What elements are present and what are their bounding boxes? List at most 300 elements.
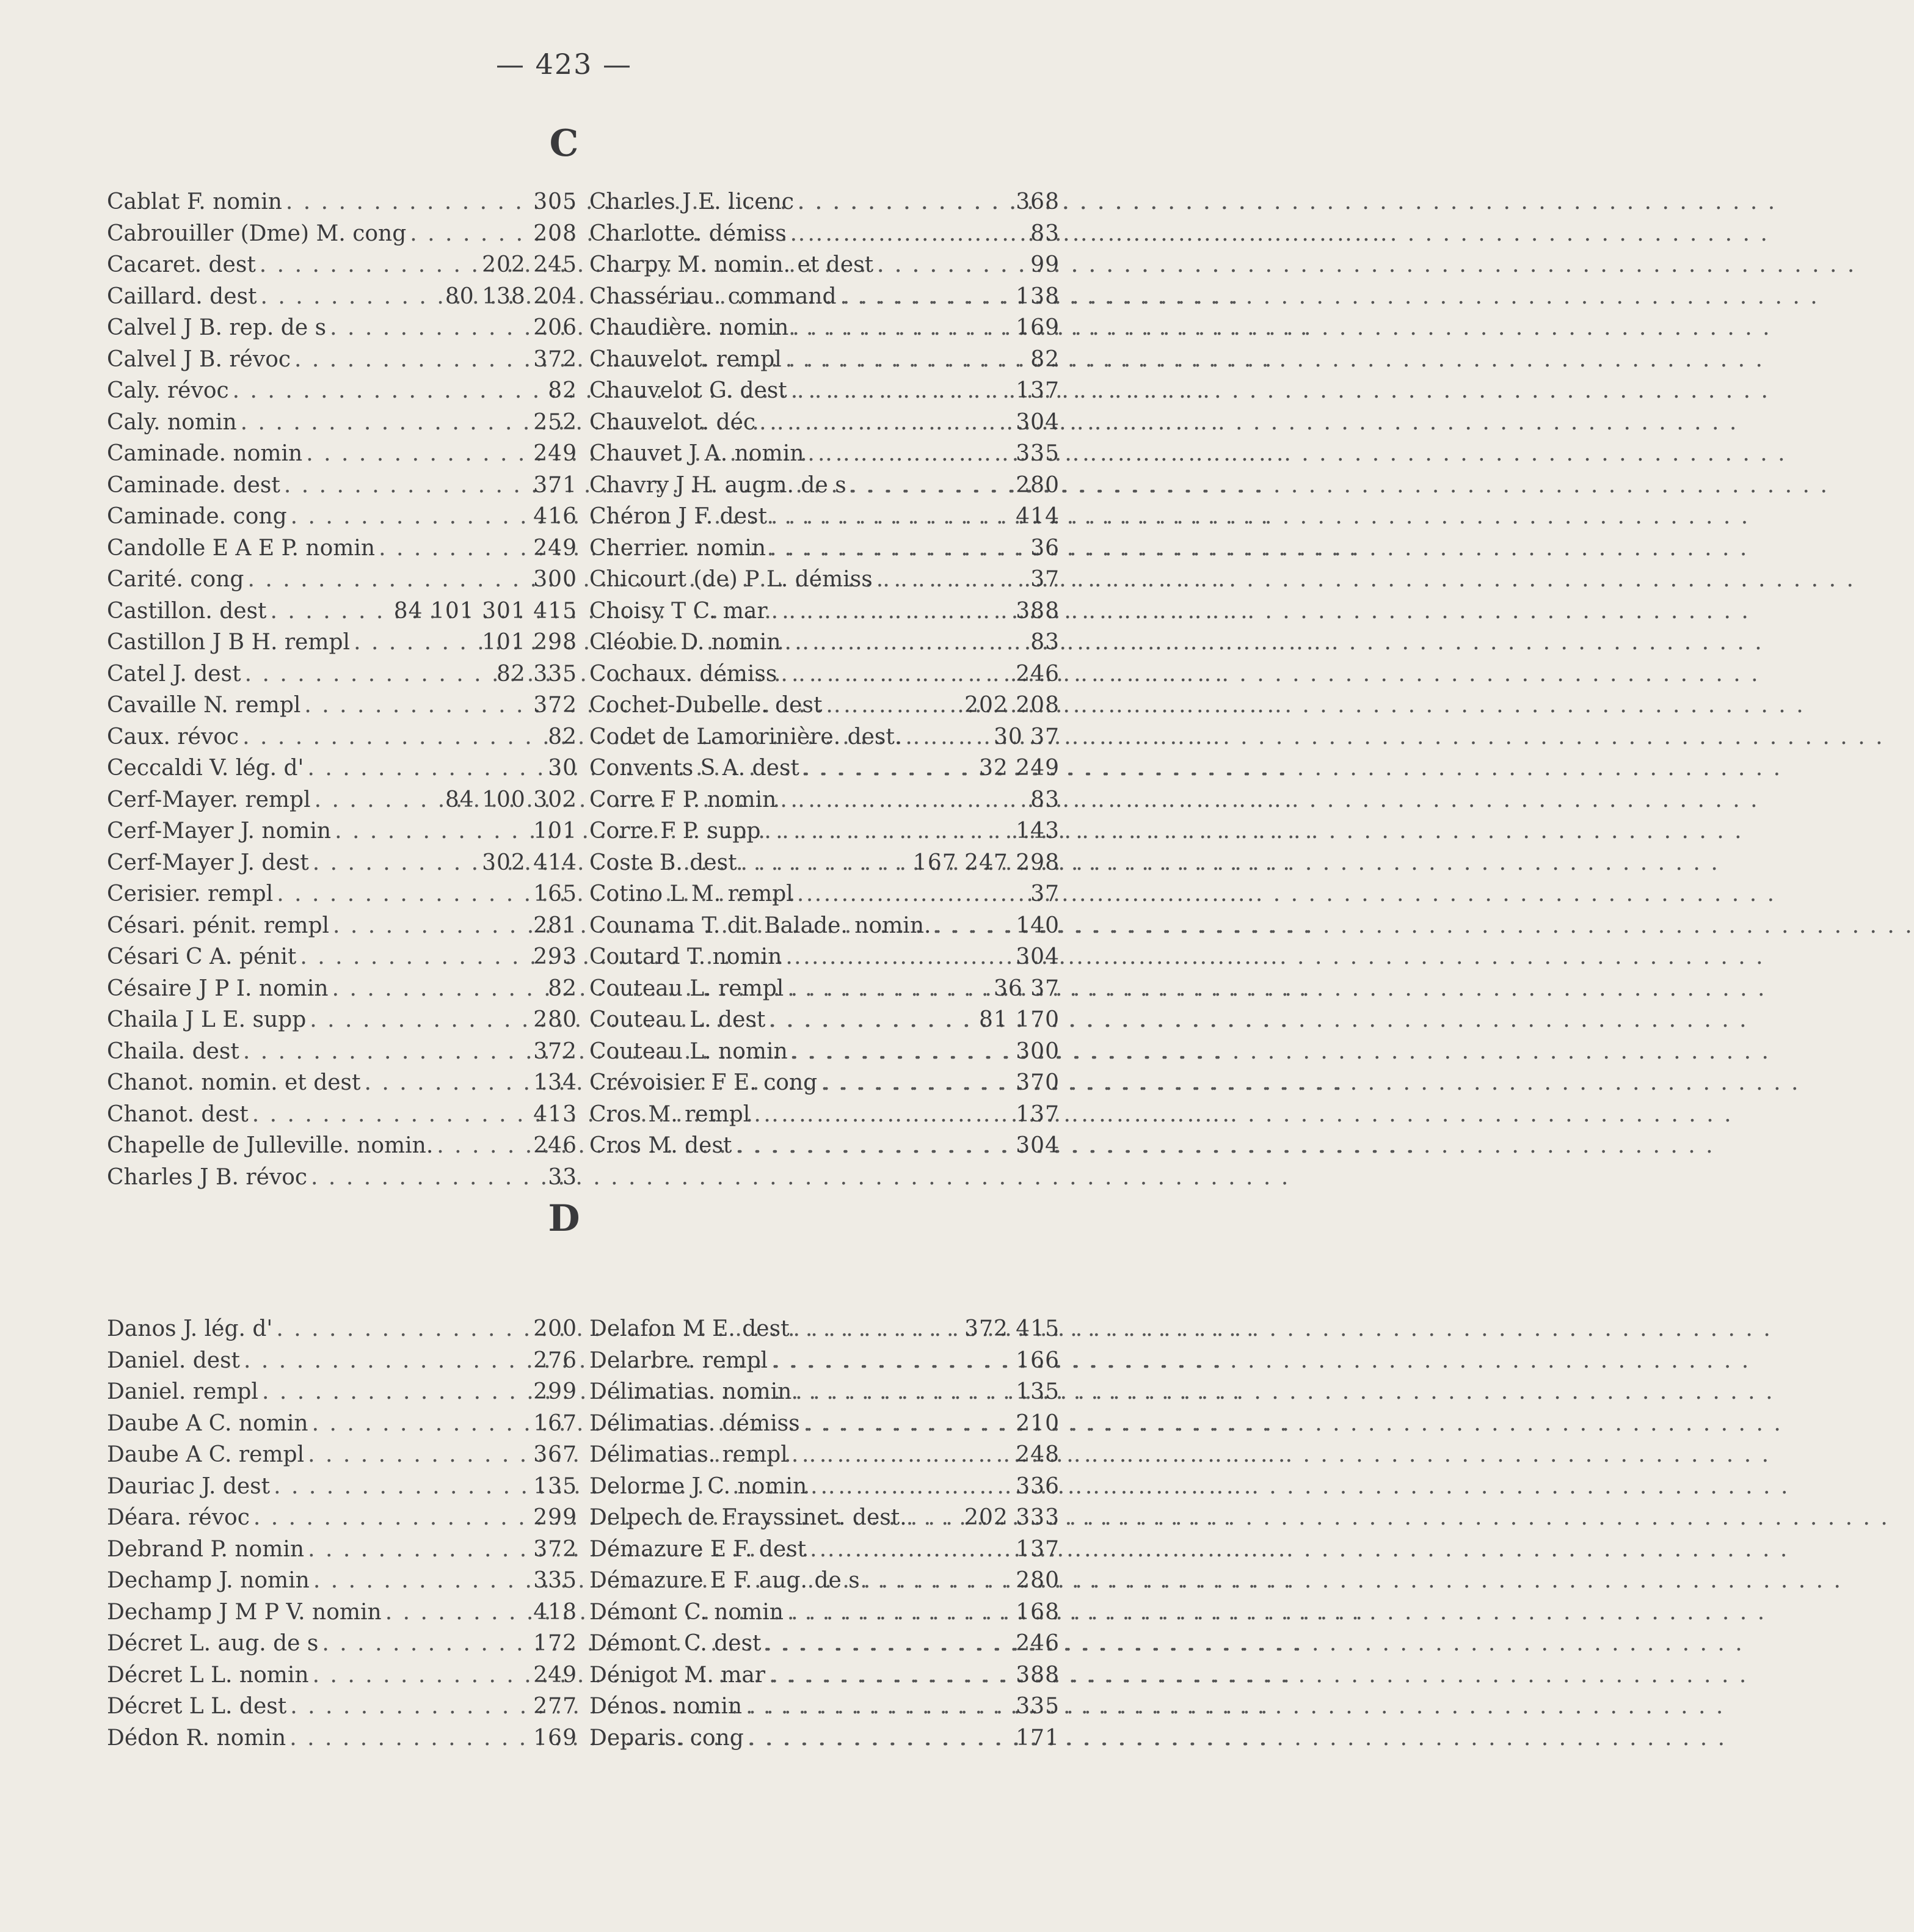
dot-leader xyxy=(781,627,1031,658)
index-entry xyxy=(107,1439,577,1471)
dot-leader xyxy=(282,186,533,218)
dot-leader xyxy=(901,721,994,753)
entry-pages: 84 101 301 415 xyxy=(393,598,577,624)
entry-name: Décret L L. dest xyxy=(107,1694,287,1719)
entry-name: Coutard T. nomin xyxy=(589,944,782,969)
entry-name: Cros M. dest xyxy=(589,1133,732,1158)
entry-name: Cotino L M. rempl xyxy=(589,881,793,906)
entry-name: Caillard. dest xyxy=(107,283,257,309)
dot-leader xyxy=(311,784,445,816)
index-entry xyxy=(589,847,1060,879)
entry-pages: 248 xyxy=(1016,1442,1060,1467)
index-entry xyxy=(589,1597,1060,1628)
dot-leader xyxy=(788,1439,1016,1471)
entry-pages: 32 249 xyxy=(979,756,1060,781)
index-entry xyxy=(107,973,577,1005)
page-number: — 423 — xyxy=(495,48,633,81)
index-entry xyxy=(107,249,577,281)
entry-pages: 305 xyxy=(533,189,577,214)
dot-leader xyxy=(737,847,913,879)
dot-leader xyxy=(256,249,482,281)
index-entry xyxy=(107,658,577,690)
index-entry xyxy=(589,910,1060,942)
entry-pages: 134 xyxy=(533,1070,577,1095)
dot-leader xyxy=(767,501,1016,533)
dot-leader xyxy=(308,1408,534,1440)
entry-pages: 37 xyxy=(1030,567,1060,592)
entry-pages: 168 xyxy=(1016,1599,1060,1625)
dot-leader xyxy=(309,847,482,879)
entry-pages: 413 xyxy=(533,1101,577,1127)
index-entry xyxy=(107,941,577,973)
entry-pages: 210 xyxy=(1016,1410,1060,1436)
dot-leader xyxy=(732,1130,1016,1162)
dot-leader xyxy=(788,1036,1016,1068)
entry-name: Délimatias. nomin xyxy=(589,1379,792,1404)
dot-leader xyxy=(822,690,964,721)
entry-name: Démont C. nomin xyxy=(589,1599,784,1625)
section-letter-d: D xyxy=(548,1197,580,1240)
index-entry xyxy=(589,815,1060,847)
index-entry xyxy=(107,312,577,344)
index-entry xyxy=(589,1628,1060,1660)
dot-leader xyxy=(304,1439,533,1471)
entry-pages: 143 xyxy=(1016,818,1060,844)
dot-leader xyxy=(241,658,497,690)
entry-name: Cros M. rempl xyxy=(589,1101,751,1127)
entry-name: Chavry J H. augm. de s xyxy=(589,472,846,498)
entry-pages: 280 xyxy=(533,1007,577,1032)
index-entry xyxy=(107,281,577,313)
entry-pages: 299 xyxy=(533,1379,577,1404)
entry-name: Castillon J B H. rempl xyxy=(107,630,351,655)
index-entry xyxy=(107,564,577,596)
dot-leader xyxy=(382,1597,534,1628)
index-entry xyxy=(589,501,1060,533)
dot-leader xyxy=(799,753,979,784)
index-entry xyxy=(107,784,577,816)
index-entry xyxy=(589,564,1060,596)
dot-leader xyxy=(907,1502,964,1534)
index-entry xyxy=(589,1345,1060,1377)
entry-name: Dénos. nomin xyxy=(589,1694,743,1719)
index-entry xyxy=(107,878,577,910)
entry-name: Delpech de Frayssinet. dest. xyxy=(589,1505,907,1530)
dot-leader xyxy=(755,407,1016,439)
entry-name: Dénigot M. mar xyxy=(589,1662,766,1688)
entry-name: Cerf-Mayer. rempl xyxy=(107,787,311,812)
entry-name: Cacaret. dest xyxy=(107,252,256,277)
entry-name: Caminade. nomin xyxy=(107,441,303,466)
dot-leader xyxy=(296,941,533,973)
index-entry xyxy=(589,753,1060,784)
dot-leader xyxy=(272,1313,533,1345)
entry-pages: 80 138 204 xyxy=(445,283,577,309)
entry-name: Chaudière. nomin xyxy=(589,315,789,340)
entry-pages: 304 xyxy=(1016,409,1060,435)
entry-pages: 165 xyxy=(533,881,577,906)
index-entry xyxy=(589,1722,1060,1754)
entry-name: Caminade. dest xyxy=(107,472,280,498)
entry-pages: 202 333 xyxy=(964,1505,1060,1530)
entry-pages: 372 xyxy=(533,693,577,718)
index-entry xyxy=(589,658,1060,690)
entry-name: Carité. cong xyxy=(107,567,244,592)
entry-pages: 202 245 xyxy=(482,252,577,277)
entry-name: Chapelle de Julleville. nomin. xyxy=(107,1133,434,1158)
entry-name: Délimatias. rempl xyxy=(589,1442,788,1467)
entry-name: Crévoisier F E. cong xyxy=(589,1070,818,1095)
dot-leader xyxy=(846,470,1016,501)
index-entry xyxy=(107,407,577,439)
entry-name: Cerisier. rempl xyxy=(107,881,274,906)
entry-pages: 137 xyxy=(1016,1536,1060,1562)
index-entry xyxy=(589,186,1060,218)
entry-name: Calvel J B. rep. de s xyxy=(107,315,327,340)
index-entry xyxy=(107,375,577,407)
dot-leader xyxy=(273,878,533,910)
dot-leader xyxy=(287,501,534,533)
entry-name: Daniel. dest xyxy=(107,1347,241,1373)
index-entry xyxy=(107,847,577,879)
index-entry xyxy=(107,533,577,564)
entry-pages: 335 xyxy=(533,1568,577,1593)
section-letter-c: C xyxy=(549,122,579,165)
dot-leader xyxy=(765,1660,1016,1691)
entry-name: Dauriac J. dest xyxy=(107,1473,271,1499)
entry-pages: 388 xyxy=(1016,598,1060,624)
index-entry xyxy=(589,941,1060,973)
index-entry xyxy=(107,1004,577,1036)
entry-pages: 202 208 xyxy=(964,693,1060,718)
dot-leader xyxy=(793,878,1030,910)
dot-leader xyxy=(804,438,1016,470)
index-entry xyxy=(107,218,577,250)
index-entry xyxy=(107,1376,577,1408)
dot-leader xyxy=(784,973,994,1005)
dot-leader xyxy=(782,344,1030,376)
index-entry xyxy=(589,1036,1060,1068)
index-entry xyxy=(589,281,1060,313)
entry-name: Choisy T C. mar xyxy=(589,598,768,624)
index-entry xyxy=(589,533,1060,564)
entry-name: Counama T. dit Balade. nomin. xyxy=(589,913,931,938)
entry-pages: 99 xyxy=(1030,252,1060,277)
entry-pages: 249 xyxy=(533,441,577,466)
dot-leader xyxy=(375,533,533,564)
dot-leader xyxy=(782,941,1016,973)
entry-pages: 36 37 xyxy=(993,975,1060,1001)
index-entry xyxy=(589,344,1060,376)
dot-leader xyxy=(784,1597,1016,1628)
index-entry xyxy=(589,470,1060,501)
entry-pages: 82 xyxy=(548,378,577,403)
dot-leader xyxy=(791,1376,1016,1408)
index-entry xyxy=(107,1722,577,1754)
dot-leader xyxy=(237,407,534,439)
entry-name: Catel J. dest xyxy=(107,661,241,687)
entry-name: Caminade. cong xyxy=(107,504,287,529)
index-entry xyxy=(107,596,577,627)
dot-leader xyxy=(318,1628,533,1660)
entry-pages: 82 xyxy=(1030,346,1060,372)
entry-pages: 335 xyxy=(1016,441,1060,466)
index-entry xyxy=(589,1313,1060,1345)
dot-leader xyxy=(873,564,1031,596)
index-entry xyxy=(589,218,1060,250)
entry-name: Caly. nomin xyxy=(107,409,237,435)
dot-leader xyxy=(329,910,533,942)
index-entry xyxy=(107,1162,577,1194)
entry-name: Couteau L. nomin xyxy=(589,1038,788,1064)
entry-name: Danos J. lég. d' xyxy=(107,1316,273,1341)
dot-leader xyxy=(286,1691,533,1722)
entry-name: Debrand P. nomin xyxy=(107,1536,305,1562)
entry-name: Delorme J C. nomin xyxy=(589,1473,807,1499)
index-entry xyxy=(107,627,577,658)
entry-pages: 83 xyxy=(1030,221,1060,246)
entry-pages: 367 xyxy=(533,1442,577,1467)
index-entry xyxy=(589,249,1060,281)
dot-leader xyxy=(744,1722,1016,1754)
entry-name: Chanot. dest xyxy=(107,1101,249,1127)
dot-leader xyxy=(762,1628,1016,1660)
dot-leader xyxy=(817,1067,1016,1099)
dot-leader xyxy=(239,1036,533,1068)
index-entry xyxy=(107,1660,577,1691)
entry-name: Chanot. nomin. et dest xyxy=(107,1070,361,1095)
entry-name: Démont C. dest xyxy=(589,1631,762,1656)
entry-name: Cochet-Dubelle. dest xyxy=(589,693,823,718)
dot-leader xyxy=(787,375,1016,407)
entry-name: Castillon. dest xyxy=(107,598,267,624)
entry-name: Chassériau. command xyxy=(589,283,837,309)
entry-pages: 30 37 xyxy=(993,724,1060,749)
entry-pages: 293 xyxy=(533,944,577,969)
entry-pages: 368 xyxy=(1016,189,1060,214)
entry-name: Cavaille N. rempl xyxy=(107,693,301,718)
entry-name: Cerf-Mayer J. dest xyxy=(107,850,309,875)
index-entry xyxy=(589,878,1060,910)
entry-name: Chéron J F. dest xyxy=(589,504,767,529)
index-entry xyxy=(589,375,1060,407)
entry-pages: 300 xyxy=(533,567,577,592)
entry-name: Couteau L. dest xyxy=(589,1007,766,1032)
entry-name: Candolle E A E P. nomin xyxy=(107,535,376,561)
dot-leader xyxy=(406,218,533,250)
index-entry xyxy=(107,753,577,784)
entry-name: Déara. révoc xyxy=(107,1505,250,1530)
dot-leader xyxy=(806,1534,1016,1566)
index-entry xyxy=(107,1408,577,1440)
entry-name: Cochaux. démiss xyxy=(589,661,777,687)
dot-leader xyxy=(790,1313,965,1345)
entry-pages: 370 xyxy=(1016,1070,1060,1095)
entry-pages: 276 xyxy=(533,1347,577,1373)
entry-name: Delafon M E. dest xyxy=(589,1316,790,1341)
dot-leader xyxy=(310,1565,533,1597)
index-entry xyxy=(589,407,1060,439)
index-entry xyxy=(589,1660,1060,1691)
entry-pages: 372 415 xyxy=(964,1316,1060,1341)
entry-pages: 304 xyxy=(1016,1133,1060,1158)
entry-pages: 335 xyxy=(1016,1694,1060,1719)
index-entry xyxy=(107,1345,577,1377)
entry-pages: 83 xyxy=(1030,787,1060,812)
entry-pages: 249 xyxy=(533,1662,577,1688)
entry-pages: 171 xyxy=(1016,1725,1060,1751)
dot-leader xyxy=(768,1345,1016,1377)
dot-leader xyxy=(239,721,548,753)
entry-pages: 82 335 xyxy=(497,661,577,687)
entry-pages: 206 xyxy=(533,315,577,340)
entry-name: Chauvelot. déc xyxy=(589,409,756,435)
dot-leader xyxy=(361,1067,534,1099)
entry-name: Corre F P. nomin xyxy=(589,787,777,812)
index-entry xyxy=(589,1691,1060,1722)
entry-name: Délimatias. démiss xyxy=(589,1410,800,1436)
dot-leader xyxy=(765,1004,979,1036)
entry-name: Deparis. cong xyxy=(589,1725,744,1751)
entry-name: Cablat F. nomin xyxy=(107,189,282,214)
entry-name: Césaire J P I. nomin xyxy=(107,975,329,1001)
entry-name: Caux. révoc xyxy=(107,724,239,749)
dot-leader xyxy=(250,1502,533,1534)
entry-name: Cerf-Mayer J. nomin xyxy=(107,818,332,844)
entry-pages: 418 xyxy=(533,1599,577,1625)
index-entry xyxy=(107,438,577,470)
entry-name: Démazure E F. dest xyxy=(589,1536,807,1562)
index-entry xyxy=(107,1534,577,1566)
entry-name: Couteau L. rempl xyxy=(589,975,784,1001)
entry-pages: 246 xyxy=(1016,1631,1060,1656)
entry-pages: 281 xyxy=(533,913,577,938)
entry-name: Chauvelot. rempl xyxy=(589,346,782,372)
dot-leader xyxy=(794,186,1016,218)
entry-pages: 36 xyxy=(1030,535,1060,561)
dot-leader xyxy=(309,1660,534,1691)
index-entry xyxy=(107,1565,577,1597)
dot-leader xyxy=(240,1345,533,1377)
dot-leader xyxy=(768,596,1016,627)
index-entry xyxy=(589,690,1060,721)
entry-name: Dédon R. nomin xyxy=(107,1725,286,1751)
index-entry xyxy=(589,1565,1060,1597)
index-entry xyxy=(107,186,577,218)
entry-name: Décret L L. nomin xyxy=(107,1662,309,1688)
entry-pages: 167 xyxy=(533,1410,577,1436)
entry-pages: 169 xyxy=(533,1725,577,1751)
entry-name: Codet de Lamorinière. dest. xyxy=(589,724,902,749)
entry-pages: 169 xyxy=(1016,315,1060,340)
dot-leader xyxy=(326,312,533,344)
entry-pages: 82 xyxy=(548,724,577,749)
entry-pages: 83 xyxy=(1030,630,1060,655)
dot-leader xyxy=(331,815,533,847)
entry-name: Chauvet J A. nomin xyxy=(589,441,804,466)
entry-pages: 167 247 298 xyxy=(912,850,1060,875)
index-entry xyxy=(107,690,577,721)
entry-name: Charles J E. licenc xyxy=(589,189,795,214)
entry-pages: 208 xyxy=(533,221,577,246)
entry-pages: 299 xyxy=(533,1505,577,1530)
entry-name: Cabrouiller (Dme) M. cong xyxy=(107,221,407,246)
entry-pages: 137 xyxy=(1016,1101,1060,1127)
entry-name: Calvel J B. révoc xyxy=(107,346,291,372)
dot-leader xyxy=(267,596,394,627)
entry-name: Coste B. dest xyxy=(589,850,737,875)
dot-leader xyxy=(286,1722,533,1754)
index-entry xyxy=(589,721,1060,753)
index-entry xyxy=(589,1376,1060,1408)
entry-name: Cherrier. nomin xyxy=(589,535,766,561)
entry-name: Daube A C. nomin xyxy=(107,1410,308,1436)
entry-pages: 82 xyxy=(548,975,577,1001)
entry-name: Chaila. dest xyxy=(107,1038,239,1064)
entry-pages: 336 xyxy=(1016,1473,1060,1499)
entry-name: Daniel. rempl xyxy=(107,1379,258,1404)
dot-leader xyxy=(307,1162,548,1194)
dot-leader xyxy=(249,1099,534,1131)
dot-leader xyxy=(304,1534,533,1566)
index-entry xyxy=(589,1130,1060,1162)
index-entry xyxy=(589,1067,1060,1099)
entry-pages: 135 xyxy=(1016,1379,1060,1404)
index-entry xyxy=(107,1067,577,1099)
entry-pages: 300 xyxy=(1016,1038,1060,1064)
index-entry xyxy=(589,312,1060,344)
dot-leader xyxy=(776,784,1030,816)
index-entry xyxy=(107,1471,577,1503)
index-entry xyxy=(107,815,577,847)
index-entry xyxy=(107,1130,577,1162)
entry-pages: 37 xyxy=(1030,881,1060,906)
dot-leader xyxy=(300,690,533,721)
dot-leader xyxy=(750,1099,1016,1131)
dot-leader xyxy=(304,753,548,784)
entry-pages: 101 298 xyxy=(482,630,577,655)
dot-leader xyxy=(291,344,533,376)
index-column-c-left xyxy=(107,186,577,1193)
index-entry xyxy=(107,501,577,533)
index-entry xyxy=(107,1597,577,1628)
entry-name: Corre F P. supp xyxy=(589,818,761,844)
entry-pages: 280 xyxy=(1016,1568,1060,1593)
entry-pages: 33 xyxy=(548,1164,577,1190)
index-entry xyxy=(589,1471,1060,1503)
entry-pages: 302 414 xyxy=(482,850,577,875)
dot-leader xyxy=(807,1471,1016,1503)
entry-name: Delarbre. rempl xyxy=(589,1347,768,1373)
index-entry xyxy=(107,1502,577,1534)
dot-leader xyxy=(329,973,548,1005)
entry-pages: 200 xyxy=(533,1316,577,1341)
entry-pages: 372 xyxy=(533,1038,577,1064)
entry-name: Ceccaldi V. lég. d' xyxy=(107,756,304,781)
index-entry xyxy=(107,721,577,753)
entry-pages: 137 xyxy=(1016,378,1060,403)
index-column-d-left xyxy=(107,1313,577,1754)
entry-pages: 140 xyxy=(1016,913,1060,938)
dot-leader xyxy=(280,470,533,501)
entry-name: Césari C A. pénit xyxy=(107,944,297,969)
index-entry xyxy=(589,1502,1060,1534)
index-entry xyxy=(589,1439,1060,1471)
entry-pages: 101 xyxy=(533,818,577,844)
index-entry xyxy=(107,1036,577,1068)
entry-name: Chauvelot G. dest xyxy=(589,378,787,403)
entry-pages: 246 xyxy=(1016,661,1060,687)
